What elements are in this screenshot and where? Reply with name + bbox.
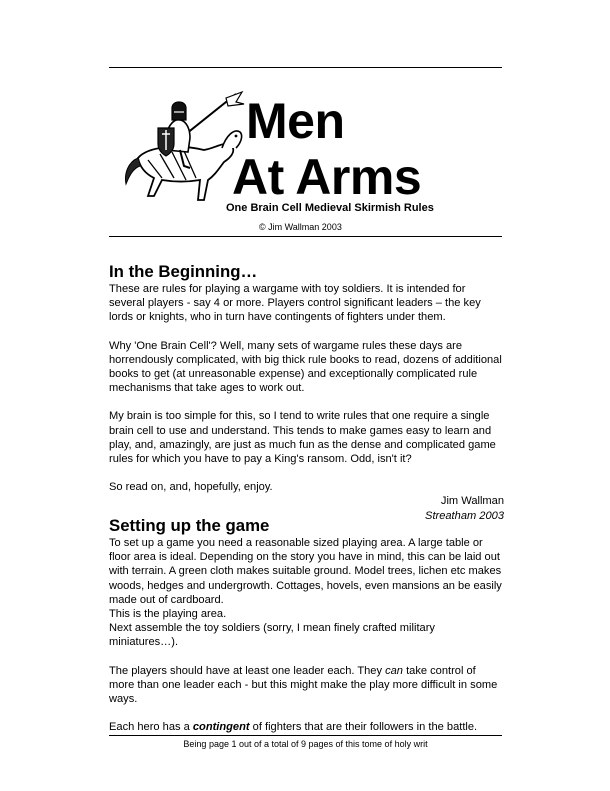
text-run: take control of more than one leader each - but this might make the play more difficult in some ways. (109, 664, 498, 706)
paragraph: This is the playing area. (109, 608, 227, 621)
paragraph (109, 720, 504, 734)
footer-rule (109, 735, 502, 736)
paragraph: My brain is too simple for this, so I tend to write rules that one require a single brain cell to use and understand. This tends to make games easy to learn and play, and, amazingly, are just as much fun as the dense and complicated game rules for which you have to pay a King's ransom. Odd, isn't it? (109, 410, 496, 466)
paragraph: So read on, and, hopefully, enjoy. (109, 481, 273, 494)
emphasis-contingent: contingent (192, 721, 250, 734)
title-line-2: At Arms (232, 149, 422, 205)
paragraph: Next assemble the toy soldiers (sorry, I mean finely crafted military miniatures…). (109, 622, 435, 649)
section-setting-up (109, 516, 504, 734)
paragraph: To set up a game you need a reasonable sized playing area. A large table or floor area is ideal. Depending on the story you have in mind, this can be laid out with terrain. A green cloth makes suitable ground. Model trees, lichen etc makes woods, hedges and undergrowth. Cottages, hovels, even mansions an be easily made out of cardboard. (109, 537, 502, 606)
signature-place: Streatham 2003 (425, 509, 504, 522)
title-line-1: Men (246, 93, 345, 149)
copyright-notice: © Jim Wallman 2003 (259, 222, 342, 232)
text-run: The players should have at least one leader each. They (109, 664, 386, 677)
paragraph (109, 664, 504, 707)
section-heading-setup: Setting up the game (109, 516, 270, 535)
text-run: Each hero has a (109, 721, 193, 734)
paragraph: Why 'One Brain Cell'? Well, many sets of wargame rules these days are horrendously complicated, with big thick rule books to read, dozens of additional books to get (at unreasonable expense) and exceptionally complicated rule mechanisms that take ages to work out. (109, 339, 502, 395)
section-heading-beginning: In the Beginning… (109, 262, 258, 281)
signature-name: Jim Wallman (440, 495, 504, 508)
page-footer: Being page 1 out of a total of 9 pages of this tome of holy writ (183, 739, 428, 749)
emphasis-can: can (385, 664, 403, 677)
subtitle: One Brain Cell Medieval Skirmish Rules (226, 202, 434, 214)
knight-on-horseback-icon (118, 88, 248, 208)
header-rule (109, 236, 502, 237)
text-run: of fighters that are their followers in the battle. (249, 721, 478, 734)
section-in-the-beginning (109, 262, 504, 523)
paragraph: These are rules for playing a wargame with toy soldiers. It is intended for several players - say 4 or more. Players control significant leaders – the key lords or knights, who in turn have contingents of fighters under them. (109, 283, 481, 324)
top-rule (109, 67, 502, 68)
